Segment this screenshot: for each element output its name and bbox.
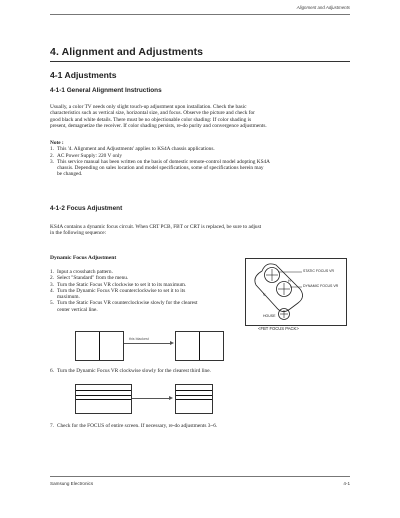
pattern-screen-before — [75, 331, 124, 361]
step-text: Turn the Dynamic Focus VR counterclockwise to set it to its — [57, 287, 186, 294]
static-focus-label: STATIC FOCUS VR — [303, 269, 334, 273]
pattern-screen-lines-after — [175, 384, 213, 414]
house-label: HOUSE — [263, 314, 276, 318]
pattern-screen-lines-before — [75, 384, 132, 414]
horizontal-line — [176, 395, 212, 396]
step-number: 5. — [50, 300, 54, 307]
intro-line: KS4A contains a dynamic focus circuit. When CRT PCB, FBT or CRT is replaced, be sure to adjust — [50, 224, 262, 230]
step-text: Turn the Static Focus VR clockwise to set it to its maximum. — [57, 281, 187, 288]
note-number: 3. — [50, 158, 54, 165]
footer-left: Samsung Electronics — [50, 481, 94, 486]
note-text: This service manual has been written on the basis of domestic remote-control model adopting KS4A — [57, 158, 271, 165]
arrow-head-icon — [169, 396, 173, 400]
pattern-screen-after — [175, 331, 224, 361]
note-text: This '4. Alignment and Adjustments' applies to KS4A chassis applications. — [57, 146, 215, 153]
note-text: be changed. — [57, 171, 83, 178]
horizontal-line — [176, 390, 212, 391]
step-number: 2. — [50, 275, 54, 282]
step-6 — [50, 368, 350, 374]
horizontal-line — [76, 390, 131, 391]
step-number: 1. — [50, 269, 54, 275]
running-header: Alignment and Adjustments — [296, 5, 350, 10]
step-text: maximum. — [57, 294, 80, 301]
v-label: V — [263, 293, 266, 297]
dynamic-focus-label: DYNAMIC FOCUS VR — [303, 284, 339, 288]
section-title: 4. Alignment and Adjustments — [50, 46, 204, 58]
note-number: 2. — [50, 152, 54, 159]
paragraph-line: Usually, a color TV needs only slight touch-up adjustment upon installation. Check the basic — [50, 104, 247, 110]
horizontal-line — [76, 395, 131, 396]
general-heading: 4-1-1 General Alignment Instructions — [50, 87, 162, 94]
note-number: 1. — [50, 146, 54, 153]
step-number: 6. — [50, 368, 54, 374]
pattern-label: this blackest — [129, 337, 149, 341]
center-vertical-line — [199, 332, 200, 360]
step-number: 4. — [50, 287, 54, 294]
notes-block — [50, 140, 350, 178]
step-number: 7. — [50, 423, 54, 429]
arrow-line — [132, 398, 171, 399]
note-text: AC Power Supply: 220 V only — [57, 152, 122, 159]
arrow-line — [124, 343, 172, 344]
step-number: 3. — [50, 281, 54, 288]
step-7 — [50, 423, 350, 429]
arrow-head-icon — [170, 341, 174, 345]
section-subtitle: 4-1 Adjustments — [50, 70, 117, 80]
page-number: 4-1 — [343, 481, 350, 486]
step-text: Input a crosshatch pattern. — [57, 269, 113, 275]
step-text: Check for the FOCUS of entire screen. If necessary, re-do adjustments 3~6. — [57, 423, 218, 429]
footer-rule — [50, 476, 350, 477]
paragraph-line: characteristics such as vertical size, horizontal size, and focus. Observe the picture and check for — [50, 110, 255, 117]
header-rule — [50, 14, 350, 15]
horizontal-line — [76, 399, 131, 400]
steps-list — [50, 269, 230, 313]
focus-heading: 4-1-2 Focus Adjustment — [50, 205, 123, 212]
step-item — [50, 288, 230, 301]
general-paragraph — [50, 104, 350, 129]
step-text: Turn the Static Focus VR counterclockwise slowly for the clearest — [57, 300, 198, 307]
note-item — [50, 159, 350, 178]
step-text: center vertical line. — [57, 306, 98, 313]
step-item — [50, 300, 230, 313]
focus-intro — [50, 224, 350, 237]
note-text: chassis. Depending on sales location and model specifications, some of specifications herein may — [57, 165, 264, 172]
note-title: Note : — [50, 140, 64, 146]
step-text: Select "Standard" from the menu. — [57, 275, 129, 282]
h-label: H — [288, 279, 291, 283]
intro-line: in the following sequence: — [50, 230, 107, 237]
horizontal-line — [176, 399, 212, 400]
paragraph-line: good black and white details. There must be no objectionable color shading: If color shading is — [50, 116, 252, 123]
paragraph-line: present, demagnetize the receiver. If color shading persists, re-do purity and convergence adjustments. — [50, 122, 267, 129]
fbt-diagram-frame — [245, 258, 347, 326]
step-text: Turn the Dynamic Focus VR clockwise slowly for the clearest third line. — [57, 368, 211, 374]
section-title-rule — [50, 61, 350, 62]
fbt-caption: <FBT FOCUS PACK> — [258, 326, 299, 331]
dynamic-focus-title: Dynamic Focus Adjustment — [50, 255, 117, 261]
center-vertical-line — [99, 332, 100, 360]
